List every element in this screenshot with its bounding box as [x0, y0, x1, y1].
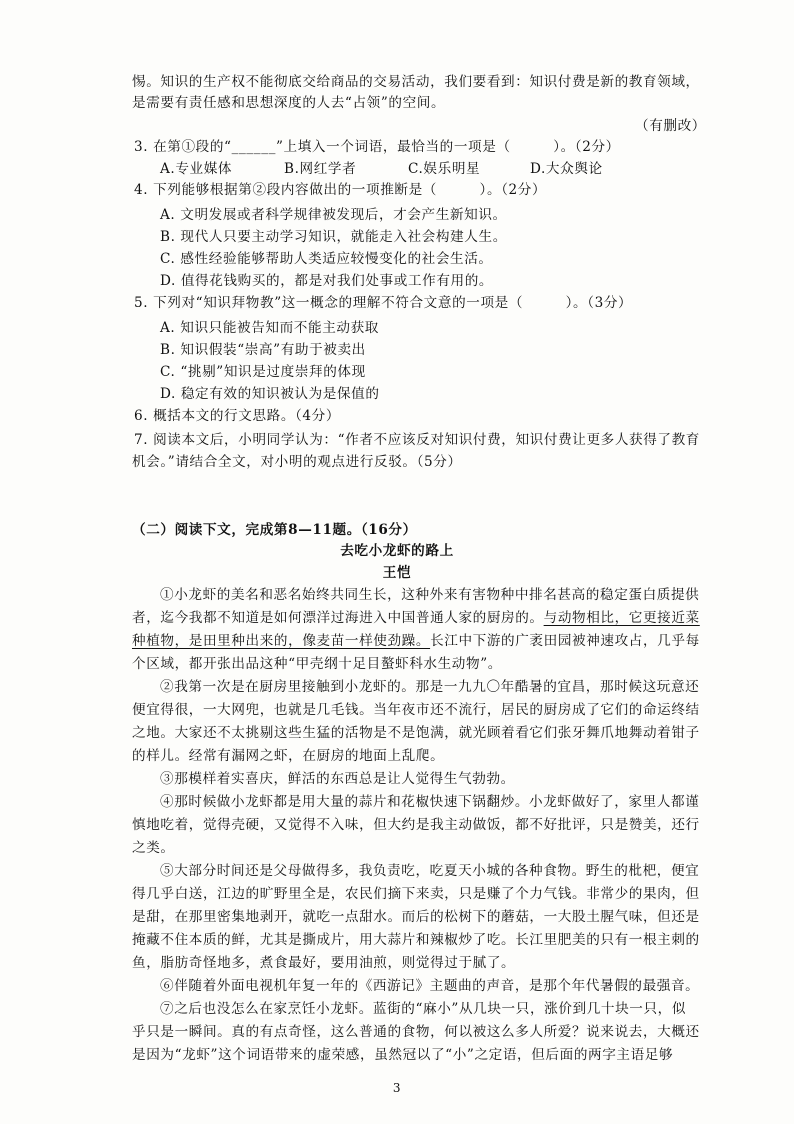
page-number: 3 — [392, 1081, 402, 1095]
paragraph-5-line-5: 鱼，脂肪奇怪地多，煮食最好，要用油煎，则觉得过于腻了。 — [132, 955, 516, 971]
paragraph-2-line-3: 之地。大家还不太挑剔这些生猛的活物是不是饱满，就光顾着看它们张牙舞爪地舞动着钳子 — [132, 725, 700, 741]
paragraph-1-text: 长江中下游的广袤田园被神速攻占，几乎每 — [430, 633, 700, 649]
option-a: A.专业媒体 — [160, 161, 233, 177]
intro-line-2: 是需要有责任感和思想深度的人去“占领”的空间。 — [132, 95, 446, 111]
paragraph-2-line-4: 的样儿。经常有漏网之虾，在厨房的地面上乱爬。 — [132, 748, 445, 764]
paragraph-1-line-4: 个区域，都开张出品这种“甲壳纲十足目螯虾科水生动物”。 — [132, 656, 502, 672]
paragraph-4-line-3: 之类。 — [132, 840, 175, 856]
underlined-sentence: 与动物相比，它更接近菜 — [543, 610, 700, 626]
paragraph-5-line-3: 是甜，在那里密集地剥开，就吃一点甜水。而后的松树下的蘑菇，一大股土腥气味，但还是 — [132, 909, 700, 925]
question-7-line-1: 7. 阅读本文后，小明同学认为：“作者不应该反对知识付费，知识付费让更多人获得了教育 — [134, 432, 700, 448]
question-4-option-b: B. 现代人只要主动学习知识，就能走入社会构建人生。 — [160, 229, 507, 245]
underlined-sentence: 种植物，是田里种出来的，像麦苗一样使劲躁。 — [132, 633, 431, 649]
paragraph-3: ③那模样着实喜庆，鲜活的东西总是让人觉得生气勃勃。 — [160, 771, 515, 787]
question-6-stem: 6. 概括本文的行文思路。（4分） — [134, 408, 341, 424]
section-2-heading: （二）阅读下文，完成第8—11题。（16分） — [132, 522, 417, 538]
question-4-stem: 4. 下列能够根据第②段内容做出的一项推断是（ ）。（2分） — [134, 182, 547, 198]
question-5-stem: 5. 下列对“知识拜物教”这一概念的理解不符合文意的一项是（ ）。（3分） — [134, 295, 633, 311]
revision-note: （有删改） — [635, 118, 706, 134]
option-c: C.娱乐明星 — [408, 161, 481, 177]
paragraph-7-line-2: 乎只是一瞬间。真的有点奇怪，这么普通的食物，何以被这么多人所爱？说来说去，大概还 — [132, 1024, 700, 1040]
option-d: D.大众舆论 — [530, 161, 603, 177]
paragraph-7-line-3: 是因为“龙虾”这个词语带来的虚荣感，虽然冠以了“小”之定语，但后面的两字主语足够 — [132, 1047, 674, 1063]
paragraph-1-text: 者，迄今我都不知道是如何漂洋过海进入中国普通人家的厨房的。 — [132, 610, 544, 626]
passage-title: 去吃小龙虾的路上 — [340, 543, 454, 559]
paragraph-2-line-2: 便宜得很，一大网兜，也就是几毛钱。当年夜市还不流行，居民的厨房成了它们的命运终结 — [132, 702, 700, 718]
question-7-line-2: 机会。”请结合全文，对小明的观点进行反驳。（5分） — [132, 454, 462, 470]
paragraph-4-line-1: ④那时候做小龙虾都是用大量的蒜片和花椒快速下锅翻炒。小龙虾做好了，家里人都谨 — [160, 794, 700, 810]
question-5-option-c: C. “挑剔”知识是过度崇拜的体现 — [160, 364, 366, 380]
question-4-option-d: D. 值得花钱购买的，都是对我们处事或工作有用的。 — [160, 273, 494, 289]
paragraph-5-line-1: ⑤大部分时间还是父母做得多，我负责吃，吃夏天小城的各种食物。野生的枇杷，便宜 — [160, 863, 700, 879]
paragraph-7-line-1: ⑦之后也没怎么在家烹饪小龙虾。蓝街的“麻小”从几块一只，涨价到几十块一只，似 — [160, 1001, 687, 1017]
question-5-option-b: B. 知识假装“崇高”有助于被卖出 — [160, 342, 366, 358]
option-b: B.网红学者 — [284, 161, 357, 177]
paragraph-4-line-2: 慎地吃着，觉得壳硬，又觉得不入味，但大约是我主动做饭，都不好批评，只是赞美，还行 — [132, 817, 700, 833]
paragraph-5-line-2: 得几乎白送，江边的旷野里全是，农民们摘下来卖，只是赚了个力气钱。非常少的果肉，但 — [132, 886, 700, 902]
question-3-stem: 3. 在第①段的“______”上填入一个词语，最恰当的一项是（ ）。（2分） — [134, 139, 620, 155]
paragraph-1-line-3 — [132, 631, 700, 651]
question-5-option-d: D. 稳定有效的知识被认为是保值的 — [160, 386, 380, 402]
paragraph-5-line-4: 掩藏不住本质的鲜，尤其是撕成片，用大蒜片和辣椒炒了吃。长江里肥美的只有一根主刺的 — [132, 932, 700, 948]
question-5-option-a: A. 知识只能被告知而不能主动获取 — [160, 320, 379, 336]
paragraph-1-line-1: ①小龙虾的美名和恶名始终共同生长，这种外来有害物种中排名甚高的稳定蛋白质提供 — [160, 587, 700, 603]
paragraph-6: ⑥伴随着外面电视机年复一年的《西游记》主题曲的声音，是那个年代暑假的最强音。 — [160, 978, 700, 994]
paragraph-1-line-2 — [132, 608, 700, 628]
intro-line-1: 惕。知识的生产权不能彻底交给商品的交易活动，我们要看到：知识付费是新的教育领域， — [132, 74, 700, 90]
passage-author: 王恺 — [382, 565, 412, 581]
paragraph-2-line-1: ②我第一次是在厨房里接触到小龙虾的。那是一九九〇年酷暑的宜昌，那时候这玩意还 — [160, 679, 700, 695]
question-3-options — [160, 159, 603, 179]
question-4-option-c: C. 感性经验能够帮助人类适应较慢变化的社会生活。 — [160, 251, 493, 267]
question-4-option-a: A. 文明发展或者科学规律被发现后，才会产生新知识。 — [160, 207, 507, 223]
